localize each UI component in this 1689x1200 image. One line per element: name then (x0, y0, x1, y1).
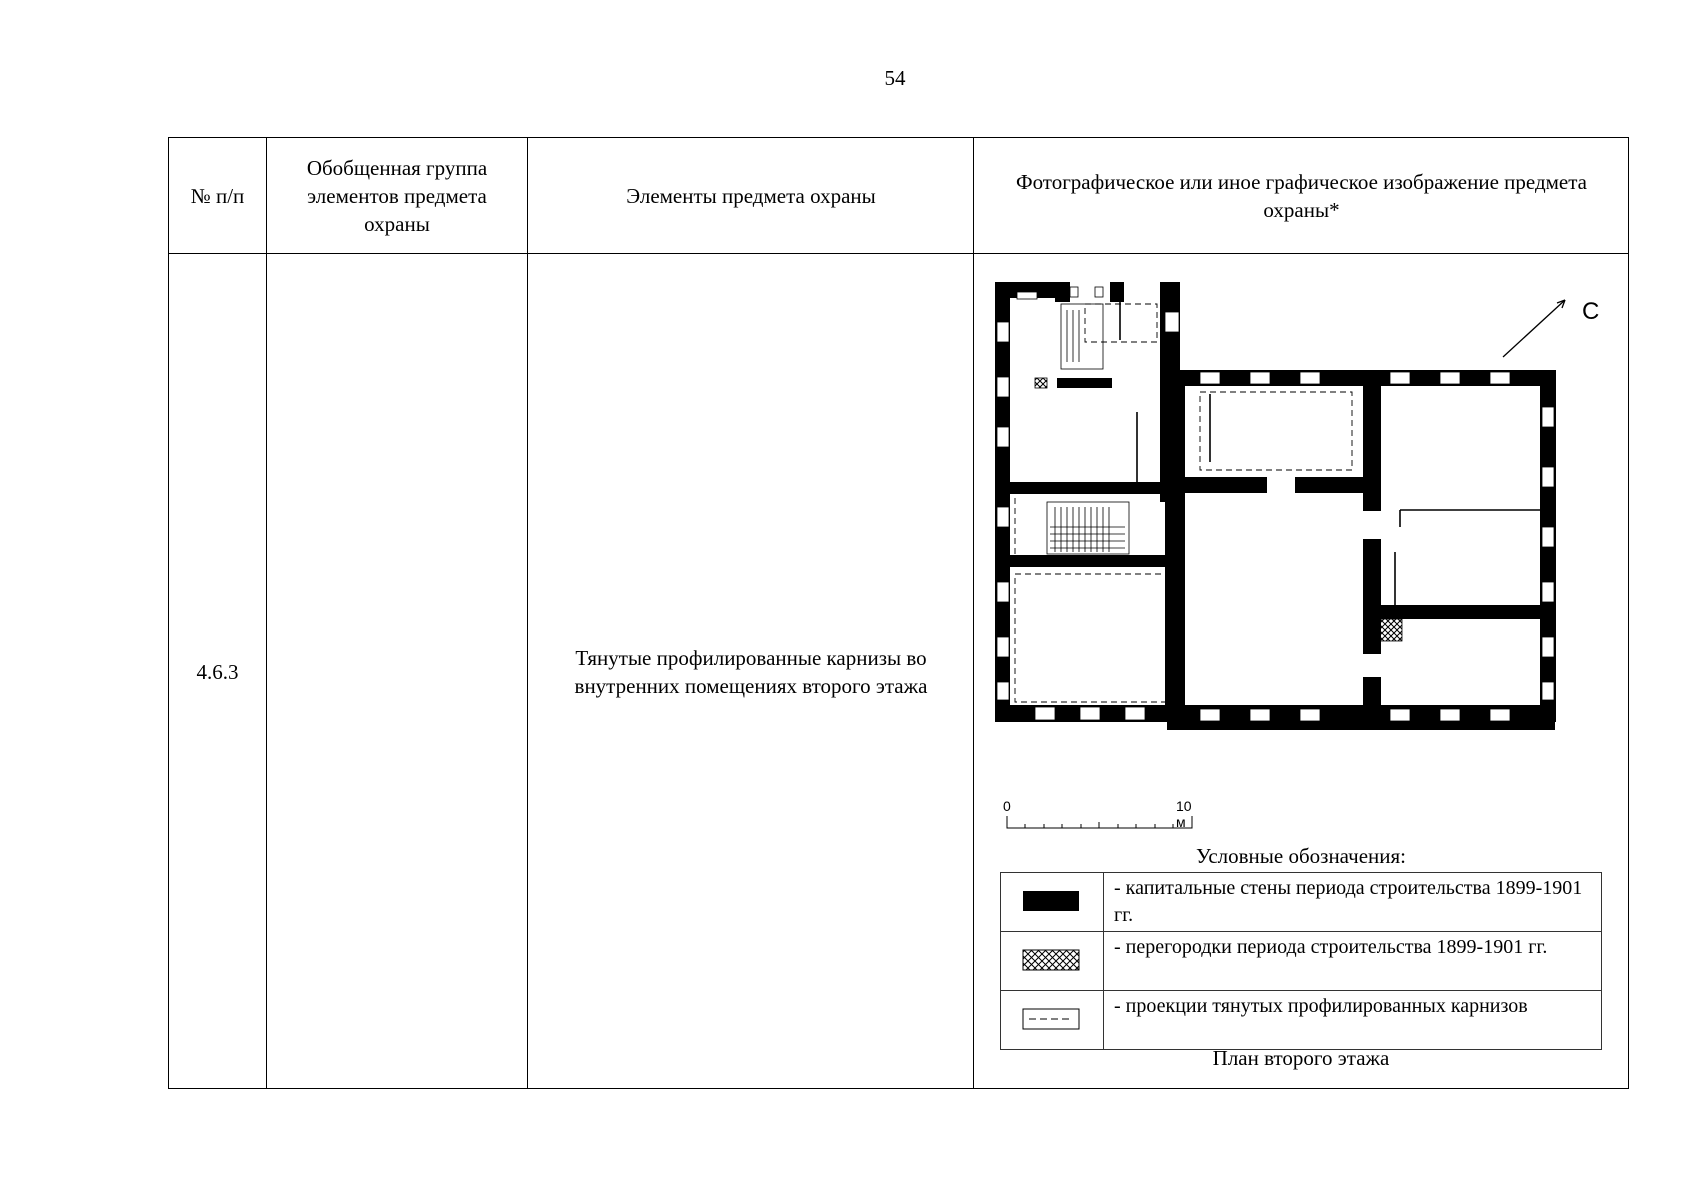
header-group: Обобщенная группа элементов предмета охраны (306, 155, 488, 236)
header-number: № п/п (190, 183, 245, 208)
legend-description: - проекции тянутых профилированных карнизов (1104, 991, 1602, 1050)
solid-wall-icon (1021, 888, 1081, 914)
plan-caption: План второго этажа (1212, 1046, 1390, 1070)
north-arrow-icon (1503, 300, 1565, 357)
north-label: С (1582, 298, 1600, 325)
header-image: Фотографическое или иное графическое изображение предмета охраны* (1015, 169, 1587, 222)
scale-zero-label: 0 (1003, 798, 1011, 814)
legend-row (1001, 873, 1602, 932)
window-openings (997, 287, 1554, 721)
legend-row (1001, 932, 1602, 991)
page-number: 54 (884, 66, 906, 90)
scale-bar (1003, 798, 1203, 838)
row-number: 4.6.3 (196, 659, 239, 684)
column-divider (266, 138, 267, 1088)
row-elements: Тянутые профилированные карнизы во внутренних помещениях второго этажа (574, 645, 928, 698)
crosshatch-partition-icon (1021, 947, 1081, 973)
legend-table (1000, 872, 1602, 1050)
legend-symbol-cell (1001, 991, 1104, 1050)
header-elements: Элементы предмета охраны (626, 183, 876, 208)
row-group (268, 255, 526, 1088)
header-divider (169, 253, 1628, 254)
legend-description: - перегородки периода строительства 1899-1901 гг. (1104, 932, 1602, 991)
stairs (1047, 304, 1129, 554)
scale-ruler-icon (1006, 816, 1196, 830)
partitions (1035, 378, 1402, 641)
dashed-cornice-icon (1021, 1006, 1081, 1032)
column-divider (973, 138, 974, 1088)
legend-symbol-cell (1001, 873, 1104, 932)
scale-max-label: 10 м (1176, 798, 1192, 830)
floor-plan-drawing (995, 282, 1605, 842)
legend-description: - капитальные стены периода строительства 1899-1901 гг. (1104, 873, 1602, 932)
legend-row (1001, 991, 1602, 1050)
legend-title: Условные обозначения: (1195, 844, 1407, 868)
legend-symbol-cell (1001, 932, 1104, 991)
column-divider (527, 138, 528, 1088)
